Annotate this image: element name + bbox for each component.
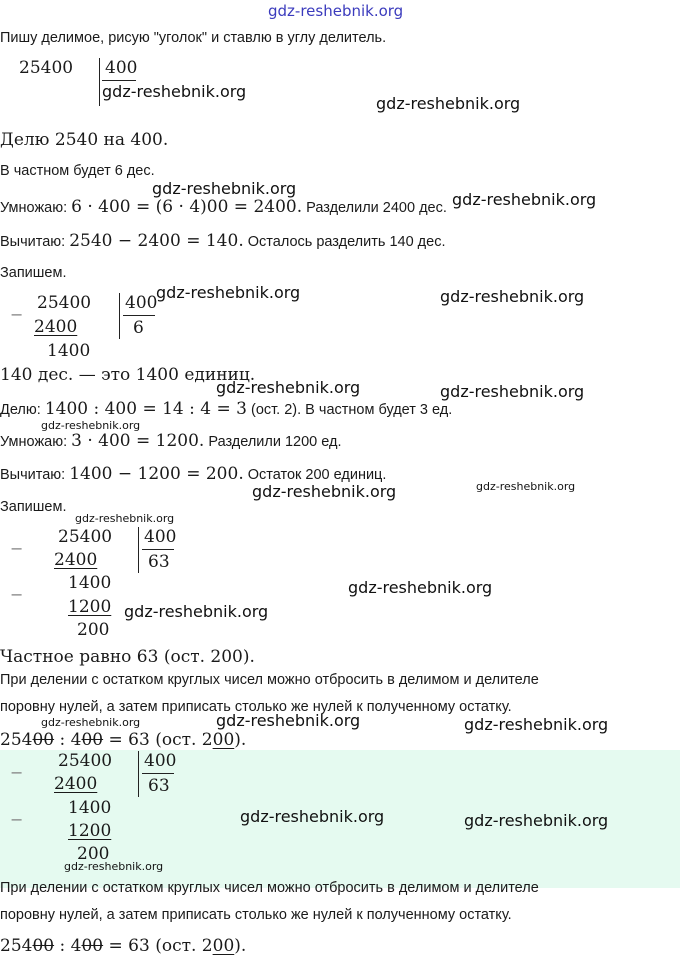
ld3-remainder-1: 1400	[68, 798, 112, 818]
watermark: gdz-reshebnik.org	[376, 94, 521, 113]
watermark: gdz-reshebnik.org	[440, 382, 585, 401]
minus-sign: −	[10, 305, 24, 324]
watermark: gdz-reshebnik.org	[216, 378, 361, 397]
ld2-quotient: 63	[148, 552, 170, 572]
rule-line-1: При делении с остатком круглых чисел можно отбросить в делимом и делителе	[0, 672, 539, 688]
shortcut-equation: 25400 : 400 = 63 (ост. 200).	[0, 730, 247, 750]
watermark: gdz-reshebnik.org	[102, 82, 247, 101]
watermark: gdz-reshebnik.org	[240, 807, 385, 826]
ld2-subtrahend-2: 1200	[68, 597, 112, 617]
watermark: gdz-reshebnik.org	[252, 482, 397, 501]
result-text: Частное равно 63 (ост. 200).	[0, 647, 255, 667]
corner-vertical-line	[138, 527, 139, 573]
ld2-dividend: 25400	[58, 527, 113, 547]
ld3-divisor: 400	[144, 751, 177, 771]
corner-vertical-line	[138, 751, 139, 797]
ld1-dividend: 25400	[37, 293, 92, 313]
ld3-subtrahend-2: 1200	[68, 821, 112, 841]
ld2-subtrahend-1: 2400	[54, 550, 98, 570]
corner-horizontal-line	[102, 80, 136, 81]
watermark: gdz-reshebnik.org	[41, 419, 141, 432]
shortcut-equation: 25400 : 400 = 63 (ост. 200).	[0, 936, 247, 956]
minus-sign: −	[10, 585, 24, 604]
step1-quotient-note: В частном будет 6 дес.	[0, 163, 155, 179]
ld3-remainder-2: 200	[77, 844, 110, 864]
watermark: gdz-reshebnik.org	[464, 811, 609, 830]
minus-sign: −	[10, 539, 24, 558]
rule-line-2: поровну нулей, а затем приписать столько же нулей к полученному остатку.	[0, 907, 512, 923]
watermark: gdz-reshebnik.org	[75, 512, 175, 525]
watermark: gdz-reshebnik.org	[124, 602, 269, 621]
step2-divide: Делю: 1400 : 400 = 14 : 4 = 3 (ост. 2). В частном будет 3 ед.	[0, 399, 453, 419]
ld2-remainder-1: 1400	[68, 573, 112, 593]
watermark: gdz-reshebnik.org	[452, 190, 597, 209]
corner-horizontal-line	[142, 773, 174, 774]
step2-multiply: Умножаю: 3 · 400 = 1200. Разделили 1200 ед.	[0, 431, 342, 451]
corner-horizontal-line	[142, 549, 174, 550]
watermark: gdz-reshebnik.org	[156, 283, 301, 302]
ld1-divisor: 400	[125, 293, 158, 313]
ld1-subtrahend: 2400	[34, 317, 78, 337]
step2-convert: 140 дес. — это 1400 единиц.	[0, 365, 256, 385]
watermark: gdz-reshebnik.org	[216, 711, 361, 730]
watermark: gdz-reshebnik.org	[41, 716, 141, 729]
watermark: gdz-reshebnik.org	[64, 860, 164, 873]
rule-line-1: При делении с остатком круглых чисел можно отбросить в делимом и делителе	[0, 880, 539, 896]
watermark: gdz-reshebnik.org	[440, 287, 585, 306]
ld2-divisor: 400	[144, 527, 177, 547]
watermark-top[interactable]: gdz-reshebnik.org	[268, 2, 404, 20]
ld2-remainder-2: 200	[77, 620, 110, 640]
step2-subtract: Вычитаю: 1400 − 1200 = 200. Остаток 200 единиц.	[0, 464, 387, 484]
minus-sign: −	[10, 810, 24, 829]
corner-horizontal-line	[123, 315, 155, 316]
watermark: gdz-reshebnik.org	[348, 578, 493, 597]
watermark: gdz-reshebnik.org	[152, 179, 297, 198]
write-down-label: Запишем.	[0, 499, 67, 515]
step1-divide: Делю 2540 на 400.	[0, 130, 169, 150]
rule-line-2: поровну нулей, а затем приписать столько же нулей к полученному остатку.	[0, 699, 512, 715]
watermark: gdz-reshebnik.org	[476, 480, 576, 493]
write-down-label: Запишем.	[0, 265, 67, 281]
divisor: 400	[105, 58, 138, 78]
dividend: 25400	[19, 58, 74, 78]
watermark: gdz-reshebnik.org	[464, 715, 609, 734]
corner-vertical-line	[99, 58, 100, 106]
intro-text: Пишу делимое, рисую "уголок" и ставлю в углу делитель.	[0, 30, 387, 46]
step1-multiply: Умножаю: 6 · 400 = (6 · 4)00 = 2400. Разделили 2400 дес.	[0, 197, 447, 217]
step1-subtract: Вычитаю: 2540 − 2400 = 140. Осталось разделить 140 дес.	[0, 231, 446, 251]
ld3-subtrahend-1: 2400	[54, 774, 98, 794]
ld3-quotient: 63	[148, 776, 170, 796]
minus-sign: −	[10, 763, 24, 782]
ld1-quotient: 6	[133, 318, 144, 338]
ld3-dividend: 25400	[58, 751, 113, 771]
corner-vertical-line	[119, 293, 120, 339]
ld1-remainder: 1400	[47, 341, 91, 361]
